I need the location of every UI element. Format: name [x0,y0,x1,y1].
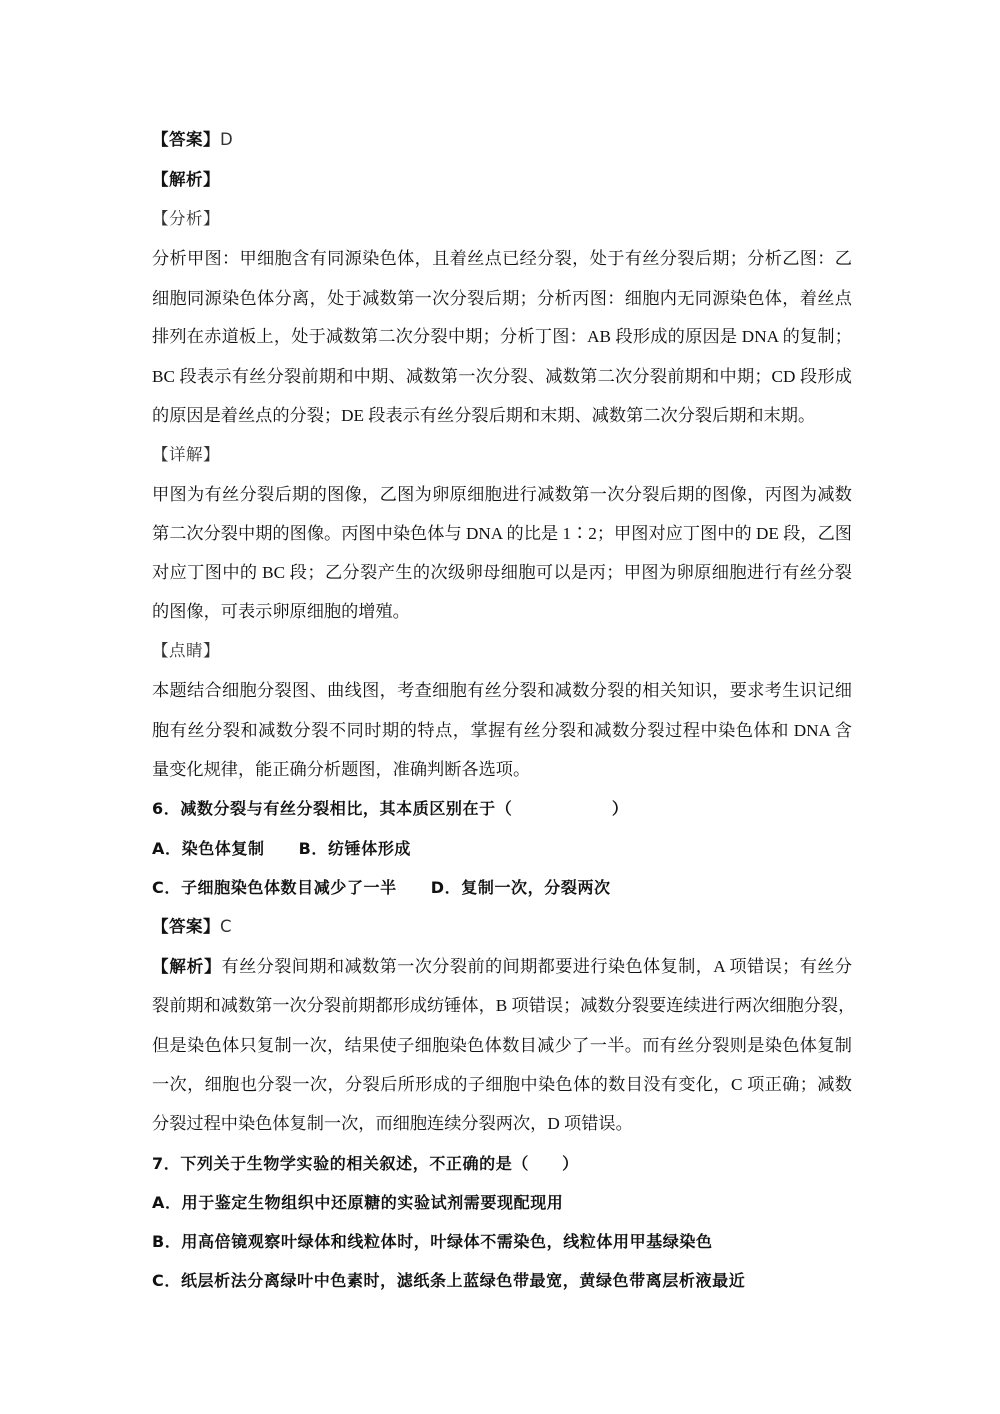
analysis-line [152,955,852,979]
analysis-line: 一次，细胞也分裂一次，分裂后所形成的子细胞中染色体的数目没有变化，C 项正确；减数 [152,1075,852,1094]
option-d-letter: D． [430,878,462,897]
xiangjie-line: 第二次分裂中期的图像。丙图中染色体与 DNA 的比是 1∶2；甲图对应丁图中的 DE 段，乙图 [152,524,852,543]
answer-value: C [220,917,233,936]
dianjing-label: 【点睛】 [152,641,220,660]
fenxi-line: BC 段表示有丝分裂前期和中期、减数第一次分裂、减数第二次分裂前期和中期；CD 段形成 [152,367,852,386]
answer-line [152,128,233,152]
dianjing-line: 胞有丝分裂和减数分裂不同时期的特点，掌握有丝分裂和减数分裂过程中染色体和 DNA 含 [152,721,852,740]
xiangjie-label: 【详解】 [152,445,220,464]
analysis-line: 但是染色体只复制一次，结果使子细胞染色体数目减少了一半。而有丝分裂则是染色体复制 [152,1036,852,1055]
question-7-option-b [152,1230,713,1254]
analysis-text: 有丝分裂间期和减数第一次分裂前的间期都要进行染色体复制，A 项错误；有丝分 [221,957,853,976]
fenxi-line: 分析甲图：甲细胞含有同源染色体，且着丝点已经分裂，处于有丝分裂后期；分析乙图：乙 [152,249,852,268]
option-c-text: 子细胞染色体数目减少了一半 [180,878,397,897]
fenxi-label: 【分析】 [152,209,220,228]
option-a-letter: A． [152,1193,182,1212]
answer-label: 【答案】 [152,130,220,149]
option-b-text: 纺锤体形成 [328,839,412,858]
option-c-letter: C． [152,1271,181,1290]
question-7-stem: 7．下列关于生物学实验的相关叙述，不正确的是（ ） [152,1154,579,1173]
option-b-letter: B． [298,839,329,858]
answer-value: D [220,130,234,149]
analysis-label: 【解析】 [152,957,222,976]
option-a-letter: A． [152,839,182,858]
analysis-label: 【解析】 [152,170,220,189]
question-7-option-c [152,1269,745,1293]
fenxi-line: 的原因是着丝点的分裂；DE 段表示有丝分裂后期和末期、减数第二次分裂后期和末期。 [152,406,816,425]
xiangjie-line: 对应丁图中的 BC 段；乙分裂产生的次级卵母细胞可以是丙；甲图为卵原细胞进行有丝分裂 [152,563,852,582]
option-a-text: 染色体复制 [181,839,265,858]
answer-line [152,915,232,939]
dianjing-line: 量变化规律，能正确分析题图，准确判断各选项。 [152,760,531,779]
xiangjie-line: 的图像，可表示卵原细胞的增殖。 [152,602,410,621]
answer-label: 【答案】 [152,917,220,936]
xiangjie-line: 甲图为有丝分裂后期的图像，乙图为卵原细胞进行减数第一次分裂后期的图像，丙图为减数 [152,485,852,504]
dianjing-line: 本题结合细胞分裂图、曲线图，考查细胞有丝分裂和减数分裂的相关知识，要求考生识记细 [152,681,852,700]
option-b-text: 用高倍镜观察叶绿体和线粒体时，叶绿体不需染色，线粒体用甲基绿染色 [181,1232,713,1251]
question-6-options-row-1 [152,837,411,861]
fenxi-line: 排列在赤道板上，处于减数第二次分裂中期；分析丁图：AB 段形成的原因是 DNA 的复制； [152,327,852,346]
option-b-letter: B． [152,1232,182,1251]
question-7-option-a [152,1191,563,1215]
option-c-text: 纸层析法分离绿叶中色素时，滤纸条上蓝绿色带最宽，黄绿色带离层析液最近 [180,1271,746,1290]
analysis-line: 裂前期和减数第一次分裂前期都形成纺锤体，B 项错误；减数分裂要连续进行两次细胞分裂， [152,996,856,1015]
option-d-text: 复制一次，分裂两次 [461,878,611,897]
analysis-line: 分裂过程中染色体复制一次，而细胞连续分裂两次，D 项错误。 [152,1114,633,1133]
question-6-stem: 6．减数分裂与有丝分裂相比，其本质区别在于（ ） [152,799,629,818]
option-a-text: 用于鉴定生物组织中还原糖的实验试剂需要现配现用 [181,1193,564,1212]
question-6-options-row-2 [152,876,611,900]
option-c-letter: C． [152,878,181,897]
fenxi-line: 细胞同源染色体分离，处于减数第一次分裂后期；分析丙图：细胞内无同源染色体，着丝点 [152,289,852,308]
